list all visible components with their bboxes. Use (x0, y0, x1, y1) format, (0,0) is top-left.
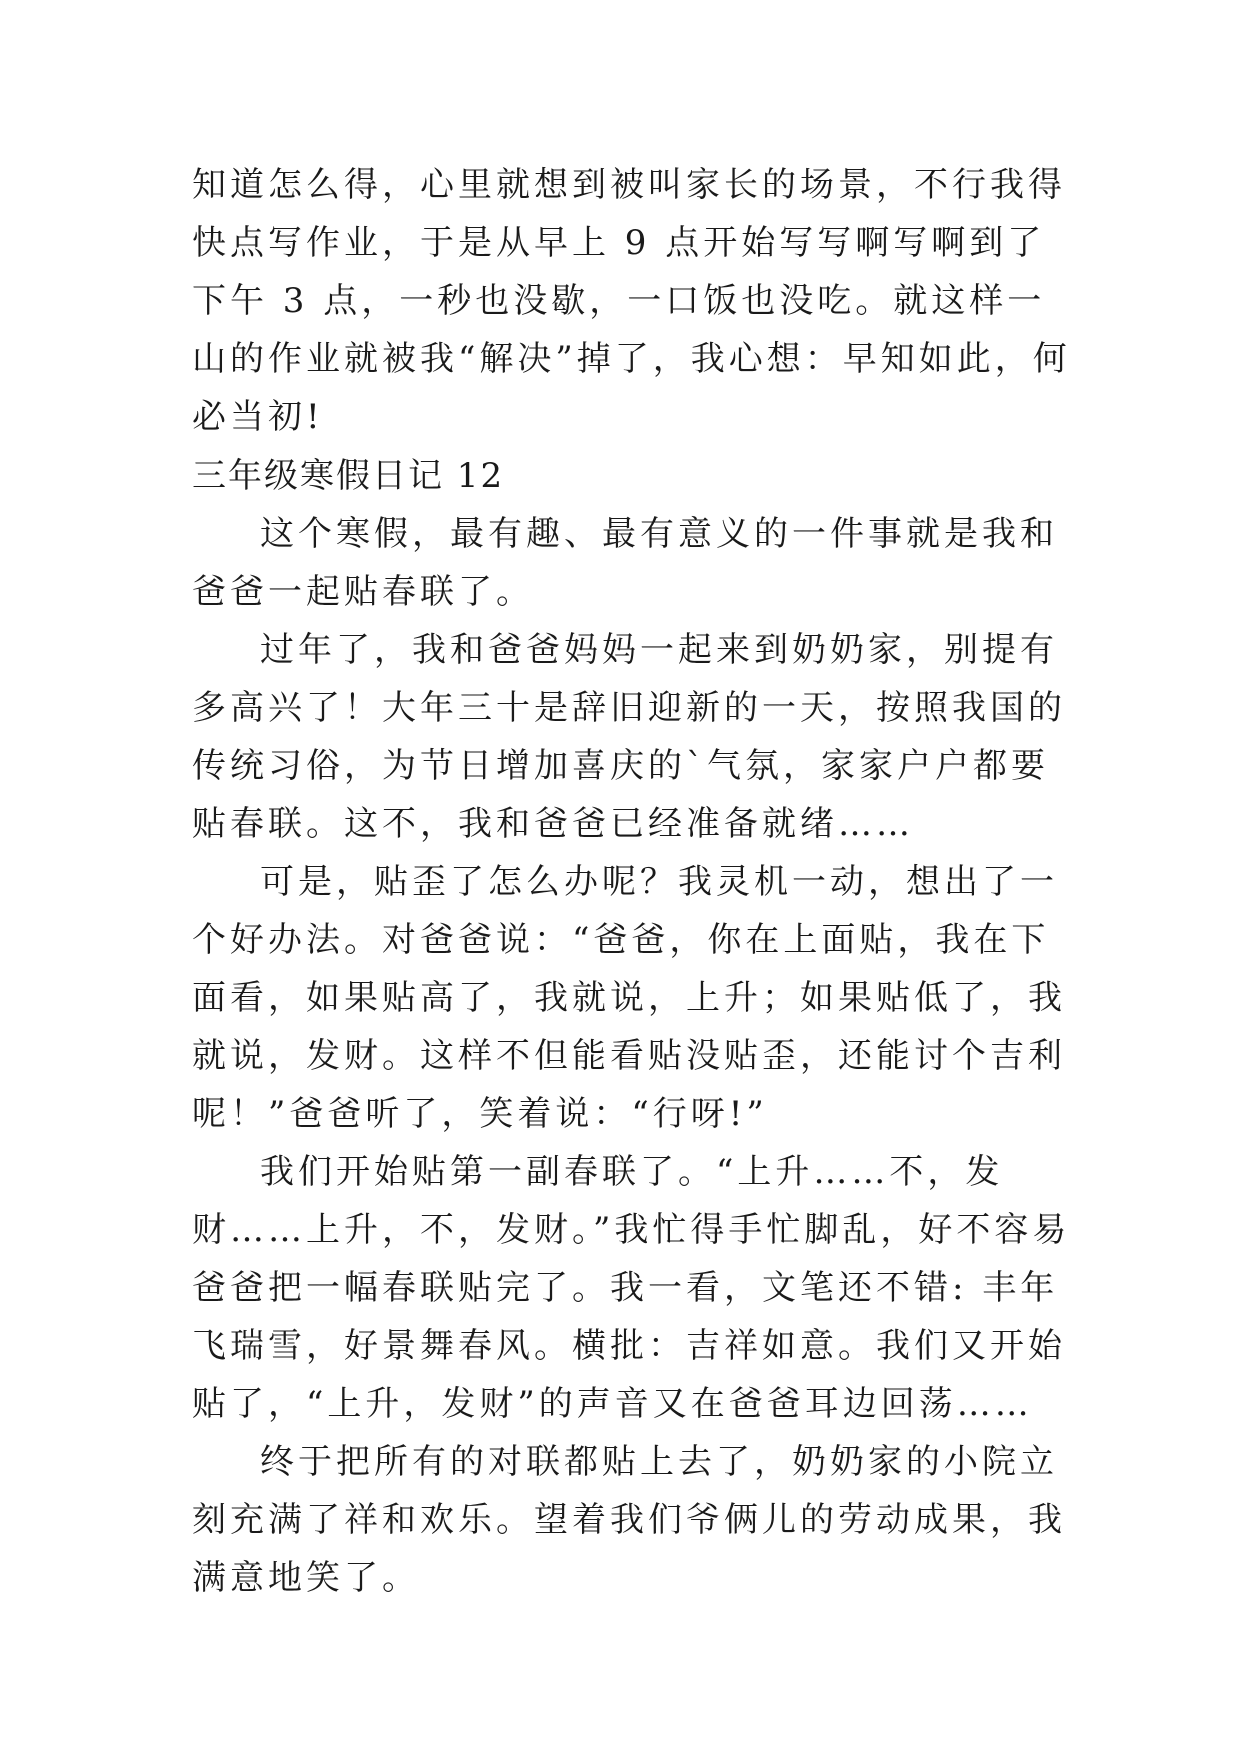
paragraph-1: 这个寒假，最有趣、最有意义的一件事就是我和爸爸一起贴春联了。 (192, 514, 1058, 612)
paragraph-5: 终于把所有的对联都贴上去了，奶奶家的小院立刻充满了祥和欢乐。望着我们爷俩儿的劳动成果，我满意地笑了。 (192, 1442, 1066, 1598)
continuation-paragraph: 知道怎么得，心里就想到被叫家长的场景，不行我得快点写作业，于是从早上 9 点开始写写啊写啊到了下午 3 点，一秒也没歇，一口饭也没吃。就这样一山的作业就被我“解决”掉了，我心想：早知如此，何必当初! (192, 165, 1071, 437)
paragraph-3: 可是，贴歪了怎么办呢？我灵机一动，想出了一个好办法。对爸爸说：“爸爸，你在上面贴，我在下面看，如果贴高了，我就说，上升；如果贴低了，我就说，发财。这样不但能看贴没贴歪，还能讨个吉利呢！”爸爸听了，笑着说：“行呀!” (192, 862, 1066, 1134)
diary-entry (192, 447, 1072, 1607)
previous-entry-ending (192, 156, 1072, 446)
paragraph-4: 我们开始贴第一副春联了。“上升……不，发财……上升，不，发财。”我忙得手忙脚乱，好不容易爸爸把一幅春联贴完了。我一看，文笔还不错: 丰年飞瑞雪，好景舞春风。横批：吉祥如意。我们又开始贴了，“上升，发财”的声音又在爸爸耳边回荡…… (192, 1152, 1071, 1424)
paragraph-2: 过年了，我和爸爸妈妈一起来到奶奶家，别提有多高兴了！大年三十是辞旧迎新的一天，按照我国的传统习俗，为节日增加喜庆的`气氛，家家户户都要贴春联。这不，我和爸爸已经准备就绪…… (192, 630, 1066, 844)
entry-title: 三年级寒假日记 12 (192, 456, 505, 496)
